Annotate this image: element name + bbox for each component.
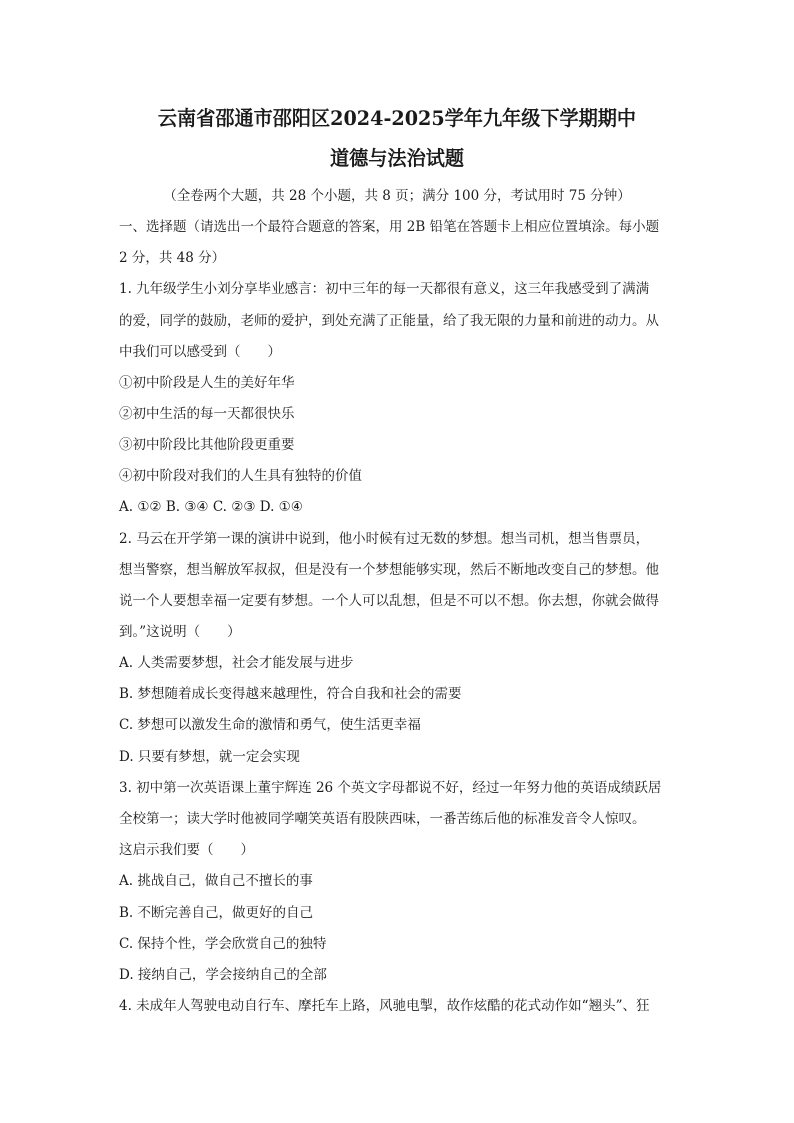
- page-title-line2: 道德与法治试题: [330, 146, 464, 170]
- question-1-item-4: ④初中阶段对我们的人生具有独特的价值: [119, 468, 362, 484]
- question-3-option-c: C. 保持个性，学会欣赏自己的独特: [119, 936, 327, 952]
- question-1-item-3: ③初中阶段比其他阶段更重要: [119, 437, 295, 453]
- question-3-option-a: A. 挑战自己，做自己不擅长的事: [119, 873, 313, 889]
- question-2-option-b: B. 梦想随着成长变得越来越理性，符合自我和社会的需要: [119, 686, 462, 702]
- question-1-options: A. ①② B. ③④ C. ②③ D. ①④: [119, 499, 303, 515]
- question-2-stem-line2: 想当警察，想当解放军叔叔，但是没有一个梦想能够实现，然后不断地改变自己的梦想。他: [119, 562, 659, 578]
- section-heading-line1: 一、选择题（请选出一个最符合题意的答案，用 2B 铅笔在答题卡上相应位置填涂。每小题: [119, 219, 660, 235]
- question-1-item-1: ①初中阶段是人生的美好年华: [119, 375, 295, 391]
- question-1-stem-line2: 的爱，同学的鼓励，老师的爱护，到处充满了正能量，给了我无限的力量和前进的动力。从: [119, 313, 659, 329]
- question-2-option-a: A. 人类需要梦想，社会才能发展与进步: [119, 655, 354, 671]
- section-heading-line2: 2 分，共 48 分）: [119, 250, 226, 266]
- question-4-stem-line1: 4. 未成年人驾驶电动自行车、摩托车上路，风驰电掣，故作炫酷的花式动作如“翘头”、狂: [119, 998, 650, 1014]
- question-2-stem-line4: 到。”这说明（ ）: [119, 624, 241, 640]
- question-3-option-d: D. 接纳自己，学会接纳自己的全部: [119, 967, 327, 983]
- question-1-stem-line1: 1. 九年级学生小刘分享毕业感言：初中三年的每一天都很有意义，这三年我感受到了满满: [119, 281, 650, 297]
- question-3-stem-line1: 3. 初中第一次英语课上董宇辉连 26 个英文字母都说不好，经过一年努力他的英语成绩跃居: [119, 780, 662, 796]
- question-3-stem-line2: 全校第一；读大学时他被同学嘲笑英语有股陕西味，一番苦练后他的标准发音令人惊叹。: [119, 811, 646, 827]
- question-2-stem-line3: 说一个人要想幸福一定要有梦想。一个人可以乱想，但是不可以不想。你去想，你就会做得: [119, 593, 659, 609]
- question-2-option-d: D. 只要有梦想，就一定会实现: [119, 749, 300, 765]
- question-1-item-2: ②初中生活的每一天都很快乐: [119, 406, 295, 422]
- question-3-option-b: B. 不断完善自己，做更好的自己: [119, 905, 314, 921]
- question-2-stem-line1: 2. 马云在开学第一课的演讲中说到，他小时候有过无数的梦想。想当司机，想当售票员，: [119, 531, 650, 547]
- question-1-stem-line3: 中我们可以感受到（ ）: [119, 344, 281, 360]
- exam-note: （全卷两个大题，共 28 个小题，共 8 页；满分 100 分，考试用时 75 分钟）: [163, 188, 631, 204]
- question-3-stem-line3: 这启示我们要（ ）: [119, 842, 254, 858]
- page-title-line1: 云南省邵通市邵阳区2024-2025学年九年级下学期期中: [157, 106, 637, 130]
- question-2-option-c: C. 梦想可以激发生命的激情和勇气，使生活更幸福: [119, 717, 421, 733]
